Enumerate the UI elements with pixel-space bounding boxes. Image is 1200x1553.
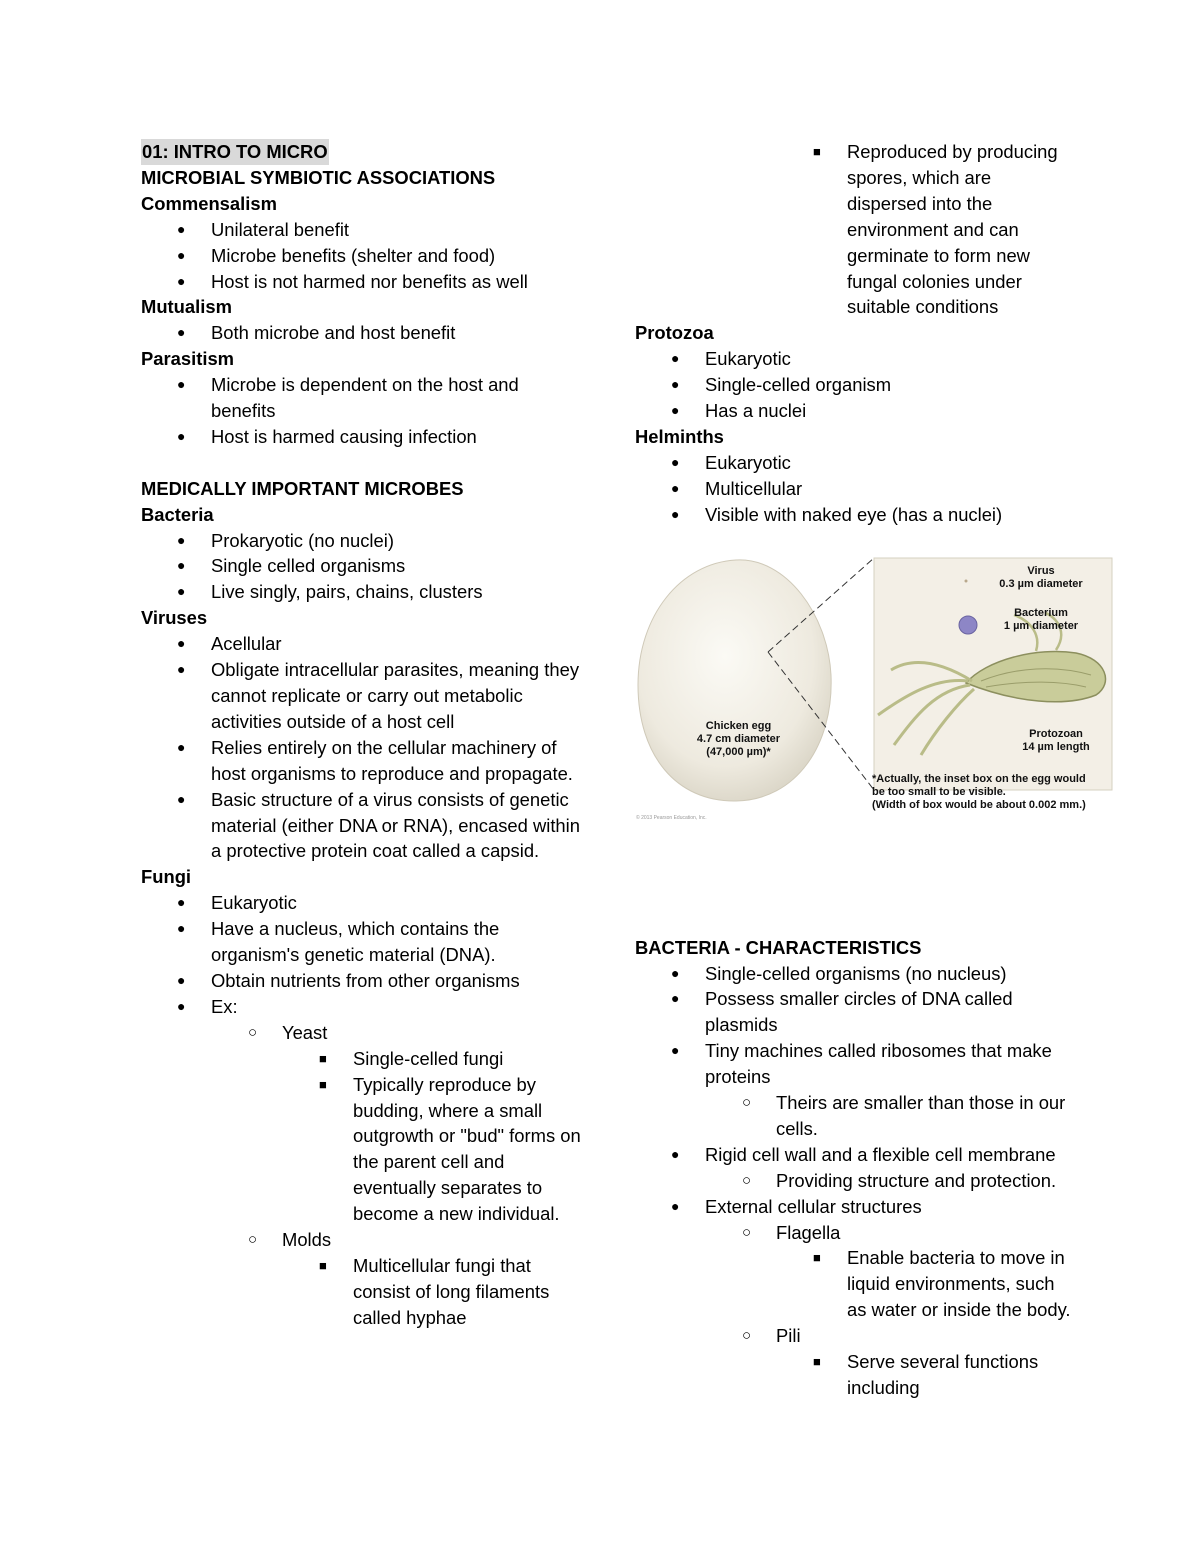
bullet-disc-icon: ● <box>177 557 186 574</box>
bullet-disc-icon: ● <box>671 964 680 981</box>
list-item-text: Host is harmed causing infection <box>211 425 477 447</box>
list-item-text: Rigid cell wall and a flexible cell membrane <box>705 1143 1056 1165</box>
list-item <box>141 787 581 865</box>
list-item <box>141 631 581 657</box>
list-item-text: Single celled organisms <box>211 555 406 577</box>
bullet-disc-icon: ● <box>177 790 186 807</box>
list-item <box>141 994 581 1020</box>
section-heading: BACTERIA - CHARACTERISTICS <box>635 936 922 958</box>
list-item-text: Typically reproduce by budding, where a small outgrowth or "bud" forms on the parent cell and eventually separates to become a new individual. <box>353 1073 581 1225</box>
list-item-text: Single-celled organism <box>705 374 892 396</box>
bullet-disc-icon: ● <box>177 997 186 1014</box>
section-heading: Commensalism <box>141 192 277 214</box>
list-item-text: Eukaryotic <box>705 348 791 370</box>
bullet-circle-icon: ○ <box>742 1171 752 1189</box>
right-column-bottom <box>635 935 1075 1401</box>
bullet-circle-icon: ○ <box>742 1094 752 1112</box>
protozoan-label-line-1: Protozoan <box>1029 728 1083 740</box>
list-item-text: Obligate intracellular parasites, meaning they cannot replicate or carry out metabolic activities outside of a host cell <box>211 659 580 732</box>
bullet-disc-icon: ● <box>177 971 186 988</box>
list-item <box>141 1253 581 1331</box>
list-item-text: External cellular structures <box>705 1195 922 1217</box>
figure-footnote-line-3: (Width of box would be about 0.002 mm.) <box>872 799 1086 811</box>
list-item-text: Single-celled fungi <box>353 1047 504 1069</box>
list-item <box>141 424 581 450</box>
list-item <box>635 1090 1075 1142</box>
bacterium-label-line-1: Bacterium <box>1014 607 1068 619</box>
list-item-text: Both microbe and host benefit <box>211 322 456 344</box>
bullet-disc-icon: ● <box>177 894 186 911</box>
figure-footnote-line-2: be too small to be visible. <box>872 786 1006 798</box>
list-item <box>635 1038 1075 1090</box>
bacterium-label-line-2: 1 µm diameter <box>1003 620 1079 632</box>
list-item <box>141 320 581 346</box>
list-item <box>635 1142 1075 1168</box>
section-heading: Protozoa <box>635 322 714 344</box>
section-heading: MEDICALLY IMPORTANT MICROBES <box>141 477 464 499</box>
section-heading: Mutualism <box>141 296 232 318</box>
list-item-text: Acellular <box>211 633 282 655</box>
blank-line <box>141 450 581 476</box>
chicken-egg-shape <box>638 560 831 801</box>
list-item <box>635 1220 1075 1246</box>
egg-label-line-3: (47,000 µm)* <box>706 746 771 758</box>
list-item <box>141 217 581 243</box>
list-item-text: Live singly, pairs, chains, clusters <box>211 581 483 603</box>
list-item-text: Molds <box>282 1229 332 1251</box>
list-item <box>141 1072 581 1227</box>
virus-label-line-2: 0.3 µm diameter <box>999 578 1083 590</box>
figure-credit: © 2013 Pearson Education, Inc. <box>636 815 707 821</box>
list-item <box>635 372 1075 398</box>
list-item-text: Host is not harmed nor benefits as well <box>211 270 528 292</box>
list-item-text: Unilateral benefit <box>211 218 350 240</box>
list-item-text: Eukaryotic <box>211 892 297 914</box>
list-item <box>141 735 581 787</box>
section-heading: Bacteria <box>141 503 214 525</box>
left-column <box>141 139 581 1331</box>
list-item <box>635 476 1075 502</box>
bullet-square-icon: ■ <box>319 1076 327 1092</box>
bullet-disc-icon: ● <box>177 376 186 393</box>
list-item <box>635 398 1075 424</box>
list-item <box>141 528 581 554</box>
list-item-text: Microbe benefits (shelter and food) <box>211 244 496 266</box>
bullet-disc-icon: ● <box>177 920 186 937</box>
bullet-circle-icon: ○ <box>742 1327 752 1345</box>
bullet-disc-icon: ● <box>671 479 680 496</box>
bullet-square-icon: ■ <box>813 1354 821 1370</box>
list-item <box>141 916 581 968</box>
figure-footnote-line-1: *Actually, the inset box on the egg would <box>872 773 1086 785</box>
bullet-disc-icon: ● <box>671 350 680 367</box>
document-title-line <box>141 139 581 165</box>
list-item <box>635 139 1075 320</box>
bullet-disc-icon: ● <box>177 583 186 600</box>
egg-label-line-2: 4.7 cm diameter <box>696 733 781 745</box>
list-item-text: Multicellular <box>705 477 803 499</box>
bullet-square-icon: ■ <box>813 144 821 159</box>
list-item-text: Single-celled organisms (no nucleus) <box>705 962 1007 984</box>
list-item <box>141 657 581 735</box>
list-item <box>635 1194 1075 1220</box>
bullet-disc-icon: ● <box>177 324 186 341</box>
list-item-text: Flagella <box>776 1221 841 1243</box>
list-item <box>141 372 581 424</box>
list-item-text: Tiny machines called ribosomes that make proteins <box>705 1040 1052 1088</box>
size-comparison-figure <box>636 555 1116 825</box>
list-item <box>635 961 1075 987</box>
list-item-text: Relies entirely on the cellular machinery of host organisms to reproduce and propagate. <box>211 736 573 784</box>
egg-label-line-1: Chicken egg <box>705 720 772 732</box>
bullet-disc-icon: ● <box>671 1145 680 1162</box>
list-item-text: Has a nuclei <box>705 400 807 422</box>
section-heading: MICROBIAL SYMBIOTIC ASSOCIATIONS <box>141 166 496 188</box>
bullet-disc-icon: ● <box>177 427 186 444</box>
list-item <box>141 553 581 579</box>
list-item <box>635 1323 1075 1349</box>
list-item <box>141 1046 581 1072</box>
bullet-square-icon: ■ <box>813 1250 821 1266</box>
list-item-text: Yeast <box>282 1021 328 1043</box>
section-heading: Parasitism <box>141 348 235 370</box>
list-item-text: Theirs are smaller than those in our cells. <box>776 1092 1066 1139</box>
bullet-circle-icon: ○ <box>248 1231 258 1249</box>
list-item-text: Obtain nutrients from other organisms <box>211 969 520 991</box>
bullet-circle-icon: ○ <box>742 1223 752 1241</box>
document-title: 01: INTRO TO MICRO <box>141 139 329 165</box>
bullet-square-icon: ■ <box>319 1257 327 1273</box>
list-item <box>141 1227 581 1253</box>
bullet-disc-icon: ● <box>671 453 680 470</box>
list-item <box>635 346 1075 372</box>
bullet-disc-icon: ● <box>177 635 186 652</box>
bullet-disc-icon: ● <box>671 990 680 1007</box>
bullet-disc-icon: ● <box>671 402 680 419</box>
bullet-disc-icon: ● <box>177 272 186 289</box>
virus-label-line-1: Virus <box>1027 565 1055 577</box>
bullet-disc-icon: ● <box>177 246 186 263</box>
bacterium-sphere <box>959 616 977 634</box>
list-item-text: Ex: <box>211 995 238 1017</box>
list-item <box>635 1168 1075 1194</box>
bullet-disc-icon: ● <box>671 1042 680 1059</box>
list-item-text: Have a nucleus, which contains the organism's genetic material (DNA). <box>211 918 500 966</box>
right-column-top <box>635 139 1075 528</box>
list-item <box>635 986 1075 1038</box>
section-heading: Fungi <box>141 866 192 888</box>
list-item-text: Providing structure and protection. <box>776 1169 1057 1191</box>
list-item <box>635 502 1075 528</box>
list-item-text: Pili <box>776 1325 801 1347</box>
list-item <box>141 1020 581 1046</box>
protozoan-label-line-2: 14 µm length <box>1022 741 1090 753</box>
bullet-disc-icon: ● <box>177 531 186 548</box>
bullet-disc-icon: ● <box>671 1197 680 1214</box>
list-item <box>635 450 1075 476</box>
bullet-disc-icon: ● <box>177 220 186 237</box>
list-item-text: Possess smaller circles of DNA called plasmids <box>705 988 1013 1036</box>
list-item-text: Visible with naked eye (has a nuclei) <box>705 503 1003 525</box>
list-item <box>141 579 581 605</box>
list-item-text: Eukaryotic <box>705 451 791 473</box>
list-item <box>141 269 581 295</box>
bullet-disc-icon: ● <box>671 376 680 393</box>
section-heading: Helminths <box>635 425 724 447</box>
list-item-text: Microbe is dependent on the host and benefits <box>211 374 519 422</box>
bullet-square-icon: ■ <box>319 1050 327 1066</box>
list-item-text: Prokaryotic (no nuclei) <box>211 529 394 551</box>
bullet-circle-icon: ○ <box>248 1023 258 1041</box>
list-item-text: Serve several functions including <box>847 1351 1039 1398</box>
list-item <box>635 1245 1075 1323</box>
list-item <box>141 968 581 994</box>
bullet-disc-icon: ● <box>671 505 680 522</box>
list-item-text: Enable bacteria to move in liquid environments, such as water or inside the body. <box>847 1247 1071 1321</box>
list-item <box>141 243 581 269</box>
bullet-disc-icon: ● <box>177 738 186 755</box>
virus-dot <box>965 580 968 583</box>
list-item-text: Multicellular fungi that consist of long filaments called hyphae <box>353 1254 550 1328</box>
list-item <box>635 1349 1075 1401</box>
list-item-text: Basic structure of a virus consists of genetic material (either DNA or RNA), encased within a protective protein coat called a capsid. <box>211 788 580 862</box>
list-item <box>141 890 581 916</box>
list-item-text: Reproduced by producing spores, which are dispersed into the environment and can germinate to form new fungal colonies under suitable conditions <box>847 141 1058 318</box>
section-heading: Viruses <box>141 607 208 629</box>
bullet-disc-icon: ● <box>177 661 186 678</box>
